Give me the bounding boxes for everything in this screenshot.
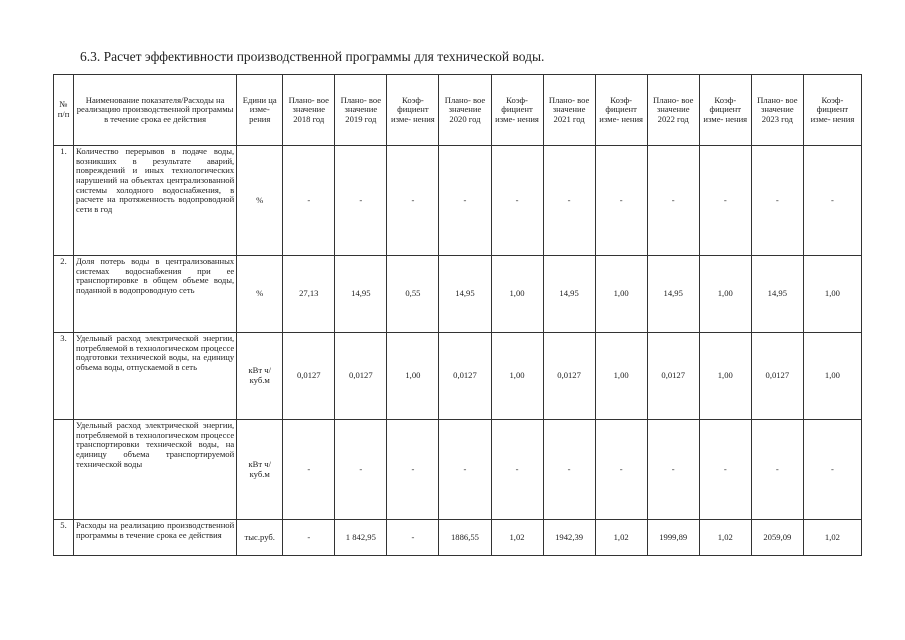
table-row	[54, 520, 862, 556]
column-header: Плано- вое значение 2018 год	[283, 75, 335, 146]
value-cell: 1,00	[803, 256, 861, 333]
value-cell: -	[751, 420, 803, 520]
column-header: Коэф- фициент изме- нения	[803, 75, 861, 146]
column-header: Плано- вое значение 2022 год	[647, 75, 699, 146]
column-header: Плано- вое значение 2021 год	[543, 75, 595, 146]
value-cell: 0,0127	[439, 333, 491, 420]
value-cell: -	[283, 146, 335, 256]
value-cell: -	[491, 420, 543, 520]
column-header: № п/п	[54, 75, 74, 146]
value-cell: -	[387, 146, 439, 256]
value-cell: 1 842,95	[335, 520, 387, 556]
value-cell: 1,00	[387, 333, 439, 420]
table-row	[54, 256, 862, 333]
row-number: 5.	[54, 520, 74, 556]
value-cell: -	[595, 146, 647, 256]
indicator-name: Количество перерывов в подаче воды, возникших в результате аварий, повреждений и иных технологических нарушений на объектах централизованной системы холодного водоснабжения, в расчете на протяженность водопроводной сети в год	[74, 146, 237, 256]
value-cell: 1,00	[595, 256, 647, 333]
value-cell: -	[335, 146, 387, 256]
value-cell: 1,02	[803, 520, 861, 556]
value-cell: -	[387, 520, 439, 556]
value-cell: -	[439, 420, 491, 520]
value-cell: -	[595, 420, 647, 520]
unit-cell: кВт ч/куб.м	[237, 333, 283, 420]
indicator-name: Удельный расход электрической энергии, потребляемой в технологическом процессе транспортировки технической воды, на единицу объема транспортируемой технической воды	[74, 420, 237, 520]
value-cell: 1,00	[595, 333, 647, 420]
row-number: 3.	[54, 333, 74, 420]
value-cell: -	[439, 146, 491, 256]
table-header-row	[54, 75, 862, 146]
column-header: Наименование показателя/Расходы на реализацию производственной программы в течение срока ее действия	[74, 75, 237, 146]
value-cell: 14,95	[751, 256, 803, 333]
unit-cell: тыс.руб.	[237, 520, 283, 556]
value-cell: 0,0127	[647, 333, 699, 420]
value-cell: -	[647, 146, 699, 256]
value-cell: 0,55	[387, 256, 439, 333]
value-cell: -	[387, 420, 439, 520]
value-cell: 1,00	[699, 333, 751, 420]
value-cell: 1,02	[699, 520, 751, 556]
column-header: Коэф- фициент изме- нения	[491, 75, 543, 146]
section-heading: 6.3. Расчет эффективности производственной программы для технической воды.	[80, 49, 545, 64]
value-cell: 0,0127	[283, 333, 335, 420]
table-row	[54, 420, 862, 520]
column-header: Едини ца изме- рения	[237, 75, 283, 146]
indicator-name: Расходы на реализацию производственной программы в течение срока ее действия	[74, 520, 237, 556]
value-cell: -	[699, 146, 751, 256]
value-cell: 1,00	[491, 333, 543, 420]
table-row	[54, 333, 862, 420]
value-cell: 1,00	[699, 256, 751, 333]
value-cell: -	[647, 420, 699, 520]
value-cell: 27,13	[283, 256, 335, 333]
value-cell: -	[543, 420, 595, 520]
value-cell: 0,0127	[751, 333, 803, 420]
unit-cell: %	[237, 146, 283, 256]
column-header: Коэф- фициент изме- нения	[595, 75, 647, 146]
value-cell: -	[335, 420, 387, 520]
column-header: Коэф- фициент изме- нения	[387, 75, 439, 146]
value-cell: 1886,55	[439, 520, 491, 556]
row-number: 2.	[54, 256, 74, 333]
value-cell: -	[543, 146, 595, 256]
value-cell: 1999,89	[647, 520, 699, 556]
value-cell: -	[699, 420, 751, 520]
value-cell: 0,0127	[335, 333, 387, 420]
value-cell: -	[283, 520, 335, 556]
value-cell: 14,95	[439, 256, 491, 333]
row-number	[54, 420, 74, 520]
value-cell: 1,00	[491, 256, 543, 333]
value-cell: -	[803, 146, 861, 256]
value-cell: 2059,09	[751, 520, 803, 556]
row-number: 1.	[54, 146, 74, 256]
value-cell: 1942,39	[543, 520, 595, 556]
indicator-name: Доля потерь воды в централизованных системах водоснабжения при ее транспортировке в общем объеме воды, поданной в водопроводную сеть	[74, 256, 237, 333]
indicator-name: Удельный расход электрической энергии, потребляемой в технологическом процессе подготовки технической воды, на единицу объема воды, отпускаемой в сеть	[74, 333, 237, 420]
column-header: Коэф- фициент изме- нения	[699, 75, 751, 146]
column-header: Плано- вое значение 2023 год	[751, 75, 803, 146]
value-cell: -	[491, 146, 543, 256]
unit-cell: %	[237, 256, 283, 333]
value-cell: 14,95	[543, 256, 595, 333]
value-cell: -	[803, 420, 861, 520]
column-header: Плано- вое значение 2019 год	[335, 75, 387, 146]
value-cell: 0,0127	[543, 333, 595, 420]
efficiency-table	[53, 74, 862, 556]
unit-cell: кВт ч/куб.м	[237, 420, 283, 520]
value-cell: -	[283, 420, 335, 520]
value-cell: 14,95	[647, 256, 699, 333]
value-cell: 1,02	[595, 520, 647, 556]
column-header: Плано- вое значение 2020 год	[439, 75, 491, 146]
value-cell: 1,00	[803, 333, 861, 420]
value-cell: 14,95	[335, 256, 387, 333]
table-row	[54, 146, 862, 256]
value-cell: 1,02	[491, 520, 543, 556]
value-cell: -	[751, 146, 803, 256]
